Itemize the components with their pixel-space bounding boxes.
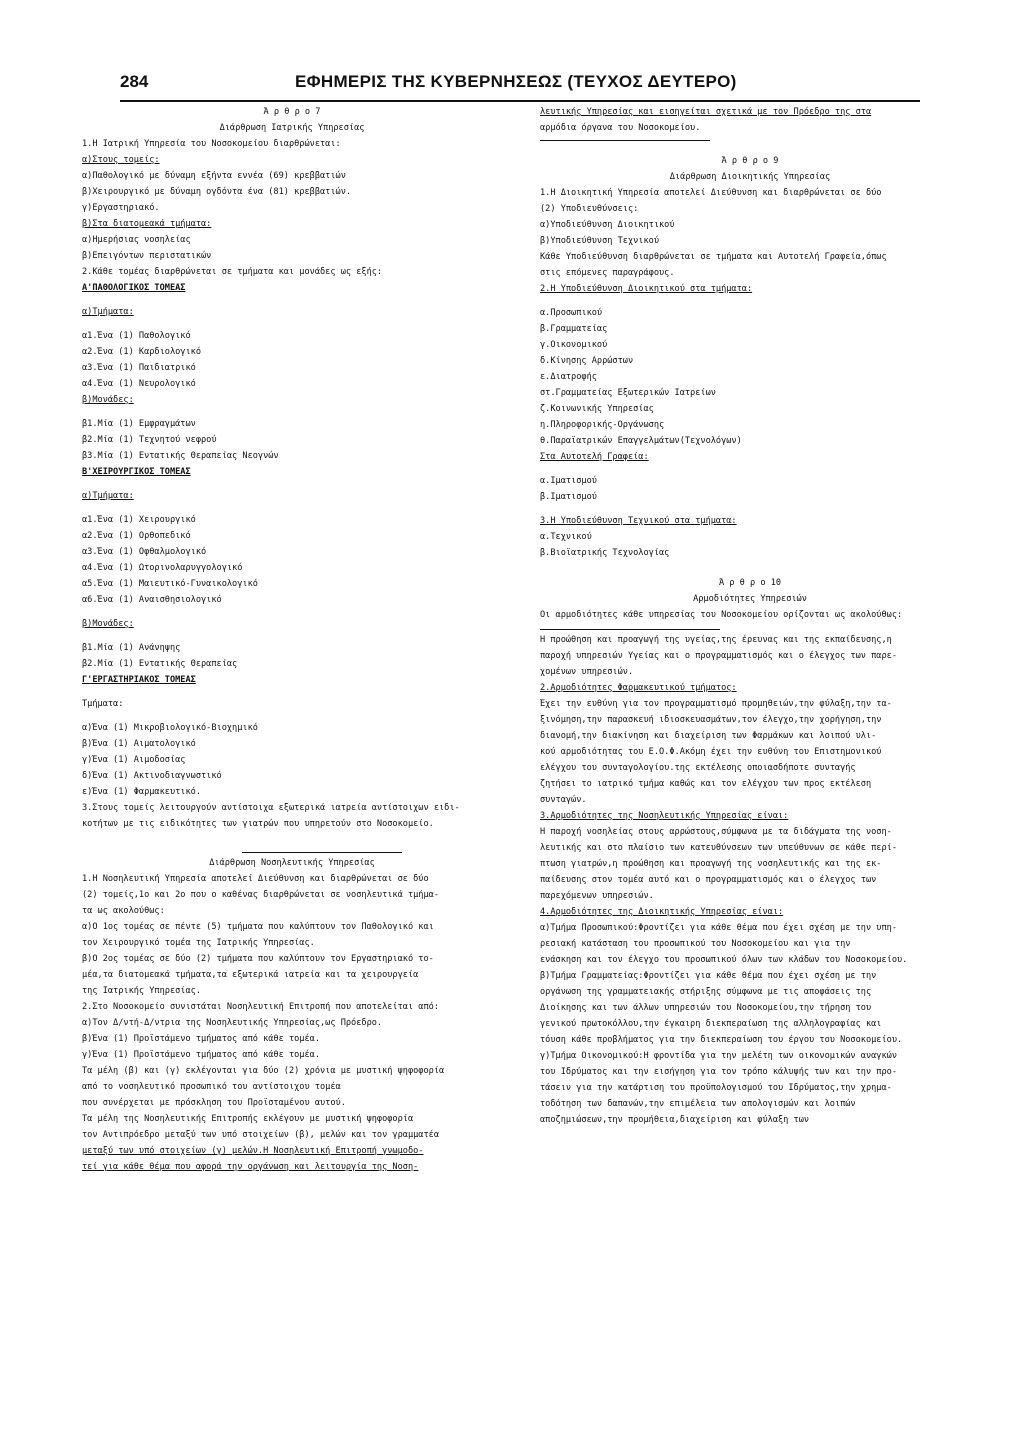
- text-line: β2.Μία (1) Τεχνητού νεφρού: [82, 435, 217, 445]
- text-line: γ)Ένα (1) Προϊστάμενο τμήματος από κάθε τομέα.: [82, 1050, 320, 1060]
- article-7-title: Ά ρ θ ρ ο 7: [263, 107, 321, 117]
- text-line: τεί για κάθε θέμα που αφορά την οργάνωση και λειτουργία της Νοση-: [82, 1162, 419, 1172]
- text-line: α4.Ένα (1) Ωτορινολαρυγγολογικό: [82, 563, 243, 573]
- text-line: θ.Παραϊατρικών Επαγγελμάτων(Τεχνολόγων): [540, 436, 742, 446]
- text-line: γ)Ένα (1) Αιμοδοσίας: [82, 755, 186, 765]
- text-line: τον Χειρουργικό τομέα της Ιατρικής Υπηρεσίας.: [82, 938, 315, 948]
- text-line: συνταγών.: [540, 795, 587, 805]
- section-heading: β)Μονάδες:: [82, 395, 134, 405]
- text-line: α)Ένα (1) Μικροβιολογικό-Βιοχημικό: [82, 723, 258, 733]
- text-line: διανομή,την διακίνηση και διαχείριση των Φαρμάκων και λοιπού υλι-: [540, 731, 877, 741]
- text-line: α3.Ένα (1) Παιδιατρικό: [82, 363, 196, 373]
- text-line: α4.Ένα (1) Νευρολογικό: [82, 379, 196, 389]
- page-number: 284: [120, 72, 149, 91]
- text-line: Τα μέλη (β) και (γ) εκλέγονται για δύο (2) χρόνια με μυστική ψηφοφορία: [82, 1066, 445, 1076]
- article-7-subtitle: Διάρθρωση Ιατρικής Υπηρεσίας: [219, 123, 365, 133]
- section-heading: 2.Αρμοδιότητες Φαρμακευτικού τμήματος:: [540, 683, 737, 693]
- text-line: β.Ιματισμού: [540, 492, 597, 502]
- text-line: α5.Ένα (1) Μαιευτικό-Γυναικολογικό: [82, 579, 258, 589]
- right-column: [540, 104, 960, 1128]
- text-line: α3.Ένα (1) Οφθαλμολογικό: [82, 547, 207, 557]
- section-heading: 3.Η Υποδιεύθυνση Τεχνικού στα τμήματα:: [540, 516, 737, 526]
- text-line: ξινόμηση,την παρασκευή ιδιοσκευασμάτων,τον έλεγχο,την χορήγηση,την: [540, 715, 882, 725]
- text-line: χομένων υπηρεσιών.: [540, 667, 634, 677]
- text-line: δ.Κίνησης Αρρώστων: [540, 356, 634, 366]
- text-line: Έχει την ευθύνη για τον προγραμματισμό προμηθειών,την φύλαξη,την τα-: [540, 699, 892, 709]
- text-line: γ)Τμήμα Οικονομικού:Η φροντίδα για την μελέτη των οικονομικών αναγκών: [540, 1051, 897, 1061]
- text-line: γ.Οικονομικού: [540, 340, 608, 350]
- text-line: α1.Ένα (1) Χειρουργικό: [82, 515, 196, 525]
- text-line: Τμήματα:: [82, 699, 124, 709]
- article-10-title: Ά ρ θ ρ ο 10: [718, 578, 782, 588]
- text-line: β2.Μία (1) Εντατικής Θεραπείας: [82, 659, 238, 669]
- text-line: μέα,τα διατομεακά τμήματα,τα εξωτερικά ιατρεία και τα χειρουργεία: [82, 970, 419, 980]
- text-line: β.Βιοϊατρικής Τεχνολογίας: [540, 548, 670, 558]
- text-line: μεταξύ των υπό στοιχείων (γ) μελών.Η Νοσηλευτική Επιτροπή γνωμοδο-: [82, 1146, 424, 1156]
- left-column: [82, 104, 502, 1175]
- text-line: α)Ημερήσιας νοσηλείας: [82, 235, 191, 245]
- text-line: Διοίκησης και των άλλων υπηρεσιών του Νοσοκομείου,την τήρηση του: [540, 1003, 872, 1013]
- text-line: τόυση κάθε προβλήματος για την διεκπεραίωση του έργου του Νοσοκομείου.: [540, 1035, 903, 1045]
- text-line: της Ιατρικής Υπηρεσίας.: [82, 986, 201, 996]
- text-line: γενικού πρωτοκόλλου,την έγκαιρη διεκπεραίωση της αλληλογραφίας και: [540, 1019, 882, 1029]
- text-line: β3.Μία (1) Εντατικής Θεραπείας Νεογνών: [82, 451, 279, 461]
- text-line: β)Ένα (1) Αιματολογικό: [82, 739, 196, 749]
- text-line: α.Τεχνικού: [540, 532, 592, 542]
- gazette-title: ΕΦΗΜΕΡΙΣ ΤΗΣ ΚΥΒΕΡΝΗΣΕΩΣ (ΤΕΥΧΟΣ ΔΕΥΤΕΡΟ): [295, 72, 737, 91]
- text-line: τον Αντιπρόεδρο μεταξύ των υπό στοιχείων (β), μελών και τον γραμματέα: [82, 1130, 439, 1140]
- text-line: α)Υποδιεύθυνση Διοικητικού: [540, 220, 675, 230]
- text-line: ε.Διατροφής: [540, 372, 597, 382]
- text-line: α.Προσωπικού: [540, 308, 603, 318]
- article-8-subtitle: Διάρθρωση Νοσηλευτικής Υπηρεσίας: [209, 858, 375, 868]
- article-10-subtitle: Αρμοδιότητες Υπηρεσιών: [693, 594, 807, 604]
- section-heading: β)Μονάδες:: [82, 619, 134, 629]
- text-line: οργάνωση της γραμματειακής στήριξης σύμφωνα με τις αποφάσεις της: [540, 987, 872, 997]
- section-heading: α)Τμήματα:: [82, 491, 134, 501]
- text-line: αρμόδια όργανα του Νοσοκομείου.: [540, 123, 701, 133]
- text-line: Η προώθηση και προαγωγή της υγείας,της έρευνας και της εκπαίδευσης,η: [540, 635, 892, 645]
- divider: [242, 852, 402, 853]
- text-line: (2) Υποδιευθύνσεις:: [540, 204, 639, 214]
- divider: [540, 629, 720, 630]
- text-line: Η παροχή νοσηλείας στους αρρώστους,σύμφωνα με τα διδάγματα της νοση-: [540, 827, 892, 837]
- text-line: τάσειν για την κατάρτιση του προϋπολογισμού του Ιδρύματος,την χρημα-: [540, 1083, 892, 1093]
- sector-heading: Β'ΧΕΙΡΟΥΡΓΙΚΟΣ ΤΟΜΕΑΣ: [82, 467, 191, 477]
- text-line: 1.Η Διοικητική Υπηρεσία αποτελεί Διεύθυνση και διαρθρώνεται σε δύο: [540, 188, 882, 198]
- text-line: β)Υποδιεύθυνση Τεχνικού: [540, 236, 659, 246]
- sector-heading: Α'ΠΑΘΟΛΟΓΙΚΟΣ ΤΟΜΕΑΣ: [82, 283, 186, 293]
- text-line: τα ως ακολούθως:: [82, 906, 165, 916]
- section-heading: Στα Αυτοτελή Γραφεία:: [540, 452, 649, 462]
- text-line: α)Τον Δ/ντή-Δ/ντρια της Νοσηλευτικής Υπηρεσίας,ως Πρόεδρο.: [82, 1018, 383, 1028]
- text-line: β1.Μία (1) Εμφραγμάτων: [82, 419, 196, 429]
- text-line: παροχή υπηρεσιών Υγείας και ο προγραμματισμός και ο έλεγχος των παρε-: [540, 651, 897, 661]
- text-line: α.Ιματισμού: [540, 476, 597, 486]
- text-line: στ.Γραμματείας Εξωτερικών Ιατρείων: [540, 388, 716, 398]
- divider: [540, 140, 710, 141]
- text-line: β)Ένα (1) Προϊστάμενο τμήματος από κάθε τομέα.: [82, 1034, 320, 1044]
- text-line: β)Τμήμα Γραμματείας:Φροντίζει για κάθε θέμα που έχει σχέση με την: [540, 971, 877, 981]
- text-line: β1.Μία (1) Ανάνηψης: [82, 643, 181, 653]
- text-line: τοδότηση των δαπανών,την επιμέλεια των απολογισμών και λοιπών: [540, 1099, 856, 1109]
- text-line: λευτικής Υπηρεσίας και εισηγείται σχετικά με τον Πρόεδρο της στα: [540, 107, 872, 117]
- text-line: που συνέρχεται με πρόσκληση του Προϊσταμένου αυτού.: [82, 1098, 346, 1108]
- text-line: πτωση γιατρών,η προώθηση και προαγωγή της νοσηλευτικής και της εκ-: [540, 859, 882, 869]
- text-line: 1.Η Ιατρική Υπηρεσία του Νοσοκομείου διαρθρώνεται:: [82, 139, 341, 149]
- text-line: α6.Ένα (1) Αναισθησιολογικό: [82, 595, 222, 605]
- text-line: η.Πληροφορικής-Οργάνωσης: [540, 420, 665, 430]
- text-line: ζ.Κοινωνικής Υπηρεσίας: [540, 404, 654, 414]
- text-line: 1.Η Νοσηλευτική Υπηρεσία αποτελεί Διεύθυνση και διαρθρώνεται σε δύο: [82, 874, 429, 884]
- text-line: 3.Στους τομείς λειτουργούν αντίστοιχα εξωτερικά ιατρεία αντίστοιχων ειδι-: [82, 803, 460, 813]
- text-line: α)Τμήμα Προσωπικού:Φροντίζει για κάθε θέμα που έχει σχέση με την υπη-: [540, 923, 897, 933]
- section-heading: α)Στους τομείς:: [82, 155, 160, 165]
- text-line: αποζημιώσεων,την προμήθεια,διαχείριση και φύλαξη των: [540, 1115, 810, 1125]
- text-line: παίδευσης στον τομέα αυτό και ο προγραμματισμός και ο έλεγχος των: [540, 875, 877, 885]
- text-line: β.Γραμματείας: [540, 324, 608, 334]
- section-heading: 3.Αρμοδιότητες της Νοσηλευτικής Υπηρεσίας είναι:: [540, 811, 789, 821]
- text-line: α2.Ένα (1) Ορθοπεδικό: [82, 531, 191, 541]
- text-line: στις επόμενες παραγράφους.: [540, 268, 675, 278]
- text-line: λευτικής και στο πλαίσιο των κατευθύνσεων των υπεύθυνων σε κάθε περί-: [540, 843, 897, 853]
- text-line: δ)Ένα (1) Ακτινοδιαγνωστικό: [82, 771, 222, 781]
- text-line: α)Ο 1ος τομέας σε πέντε (5) τμήματα που καλύπτουν τον Παθολογικό και: [82, 922, 434, 932]
- text-line: γ)Εργαστηριακό.: [82, 203, 160, 213]
- text-line: από το νοσηλευτικό προσωπικό του αντίστοιχου τομέα: [82, 1082, 341, 1092]
- text-line: ρεσιακή κατάσταση του προσωπικού του Νοσοκομείου και για την: [540, 939, 851, 949]
- text-line: Κάθε Υποδιεύθυνση διαρθρώνεται σε τμήματα και Αυτοτελή Γραφεία,όπως: [540, 252, 887, 262]
- text-line: ελέγχου του συνταγολογίου.της εκτέλεσης οποιασδήποτε συνταγής: [540, 763, 856, 773]
- section-heading: α)Τμήματα:: [82, 307, 134, 317]
- text-line: α)Παθολογικό με δύναμη εξήντα εννέα (69) κρεββατιών: [82, 171, 346, 181]
- text-line: Οι αρμοδιότητες κάθε υπηρεσίας του Νοσοκομείου ορίζονται ως ακολούθως:: [540, 610, 903, 620]
- text-line: 2.Στο Νοσοκομείο συνιστάται Νοσηλευτική Επιτροπή που αποτελείται από:: [82, 1002, 439, 1012]
- page-header: [120, 72, 920, 102]
- text-line: ενάσκηση και τον έλεγχο του προσωπικού όλων των κλάδων του Νοσοκομείου.: [540, 955, 908, 965]
- text-line: Τα μέλη της Νοσηλευτικής Επιτροπής εκλέγουν με μυστική ψηφοφορία: [82, 1114, 414, 1124]
- article-9-subtitle: Διάρθρωση Διοικητικής Υπηρεσίας: [669, 172, 831, 182]
- text-line: κοτήτων με τις ειδικότητες των γιατρών που υπηρετούν στο Νοσοκομείο.: [82, 819, 434, 829]
- text-line: παρεχόμενων υπηρεσιών.: [540, 891, 654, 901]
- sector-heading: Γ'ΕΡΓΑΣΤΗΡΙΑΚΟΣ ΤΟΜΕΑΣ: [82, 675, 196, 685]
- text-line: ε)Ένα (1) Φαρμακευτικό.: [82, 787, 201, 797]
- text-line: (2) τομείς,1ο και 2ο που ο καθένας διαρθρώνεται σε νοσηλευτικά τμήμα-: [82, 890, 439, 900]
- section-heading: β)Στα διατομεακά τμήματα:: [82, 219, 212, 229]
- text-line: του Ιδρύματος και την εισήγηση για τον τρόπο κάλυψής των και την προ-: [540, 1067, 897, 1077]
- section-heading: 2.Η Υποδιεύθυνση Διοικητικού στα τμήματα:: [540, 284, 753, 294]
- text-line: β)Επειγόντων περιστατικών: [82, 251, 212, 261]
- section-heading: 4.Αρμοδιότητες της Διοικητικής Υπηρεσίας είναι:: [540, 907, 784, 917]
- text-line: κού αρμοδιότητας του Ε.Ο.Φ.Ακόμη έχει την ευθύνη του Επιστημονικού: [540, 747, 882, 757]
- text-line: ζητήσει το ιατρικό τμήμα καθώς και τον ελέγχου των προς εκτέλεση: [540, 779, 872, 789]
- text-line: α2.Ένα (1) Καρδιολογικό: [82, 347, 201, 357]
- text-line: β)Ο 2ος τομέας σε δύο (2) τμήματα που καλύπτουν τον Εργαστηριακό το-: [82, 954, 434, 964]
- text-line: α1.Ένα (1) Παθολογικό: [82, 331, 191, 341]
- text-line: β)Χειρουργικό με δύναμη ογδόντα ένα (81) κρεββατιών.: [82, 187, 352, 197]
- article-9-title: Ά ρ θ ρ ο 9: [721, 156, 779, 166]
- text-line: 2.Κάθε τομέας διαρθρώνεται σε τμήματα και μονάδες ως εξής:: [82, 267, 383, 277]
